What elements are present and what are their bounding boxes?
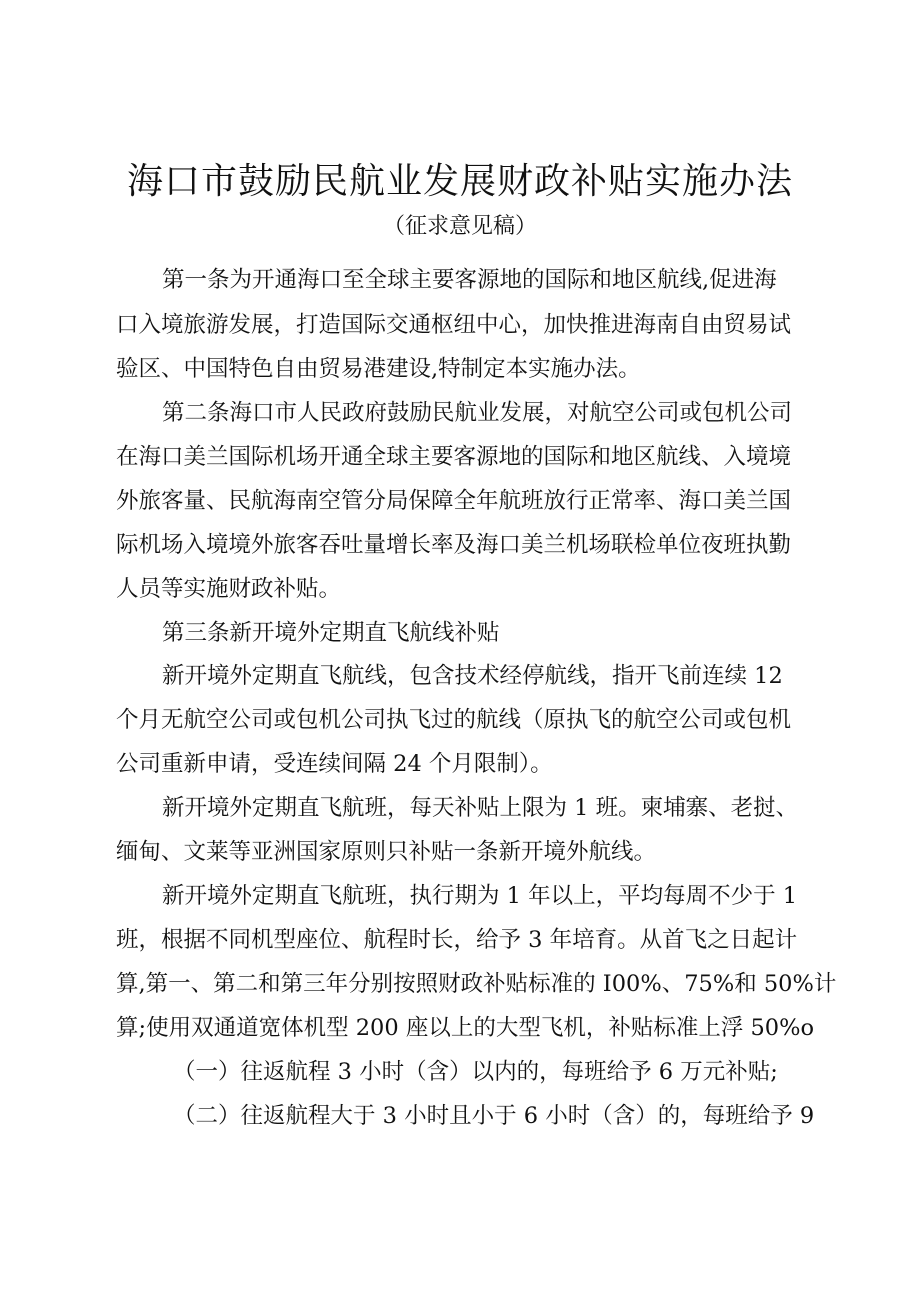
paragraph-line: 第二条海口市人民政府鼓励民航业发展，对航空公司或包机公司	[162, 400, 793, 426]
paragraph-line: 在海口美兰国际机场开通全球主要客源地的国际和地区航线、入境境	[116, 444, 792, 470]
list-item: （一）往返航程 3 小时（含）以内的，每班给予 6 万元补贴;	[173, 1059, 778, 1085]
document-title: 海口市鼓励民航业发展财政补贴实施办法	[126, 161, 793, 202]
paragraph-line: 第一条为开通海口至全球主要客源地的国际和地区航线,促进海	[162, 267, 777, 293]
paragraph-line: 新开境外定期直飞航班，每天补贴上限为 1 班。柬埔寨、老挝、	[162, 795, 799, 821]
paragraph-line: 算,第一、第二和第三年分别按照财政补贴标准的 I00%、75%和 50%计	[116, 971, 837, 997]
section-heading: 第三条新开境外定期直飞航线补贴	[162, 620, 500, 646]
paragraph-line: 班，根据不同机型座位、航程时长，给予 3 年培育。从首飞之日起计	[116, 927, 798, 953]
paragraph-line: 外旅客量、民航海南空管分局保障全年航班放行正常率、海口美兰国	[116, 488, 792, 514]
paragraph-line: 公司重新申请，受连续间隔 24 个月限制）。	[116, 751, 553, 777]
paragraph-line: 算;使用双通道宽体机型 200 座以上的大型飞机，补贴标准上浮 50%o	[116, 1015, 815, 1041]
paragraph-line: 际机场入境境外旅客吞吐量增长率及海口美兰机场联检单位夜班执勤	[116, 532, 792, 558]
paragraph-line: 口入境旅游发展，打造国际交通枢纽中心，加快推进海南自由贸易试	[116, 312, 792, 338]
document-subtitle: （征求意见稿）	[382, 214, 537, 239]
paragraph-line: 新开境外定期直飞航线，包含技术经停航线，指开飞前连续 12	[162, 663, 783, 689]
list-item: （二）往返航程大于 3 小时且小于 6 小时（含）的，每班给予 9	[173, 1103, 815, 1129]
paragraph-line: 个月无航空公司或包机公司执飞过的航线（原执飞的航空公司或包机	[116, 707, 792, 733]
paragraph-line: 人员等实施财政补贴。	[116, 576, 342, 602]
paragraph-line: 新开境外定期直飞航班，执行期为 1 年以上，平均每周不少于 1	[162, 883, 798, 909]
paragraph-line: 缅甸、文莱等亚洲国家原则只补贴一条新开境外航线。	[116, 839, 657, 865]
paragraph-line: 验区、中国特色自由贸易港建设,特制定本实施办法。	[116, 356, 641, 382]
